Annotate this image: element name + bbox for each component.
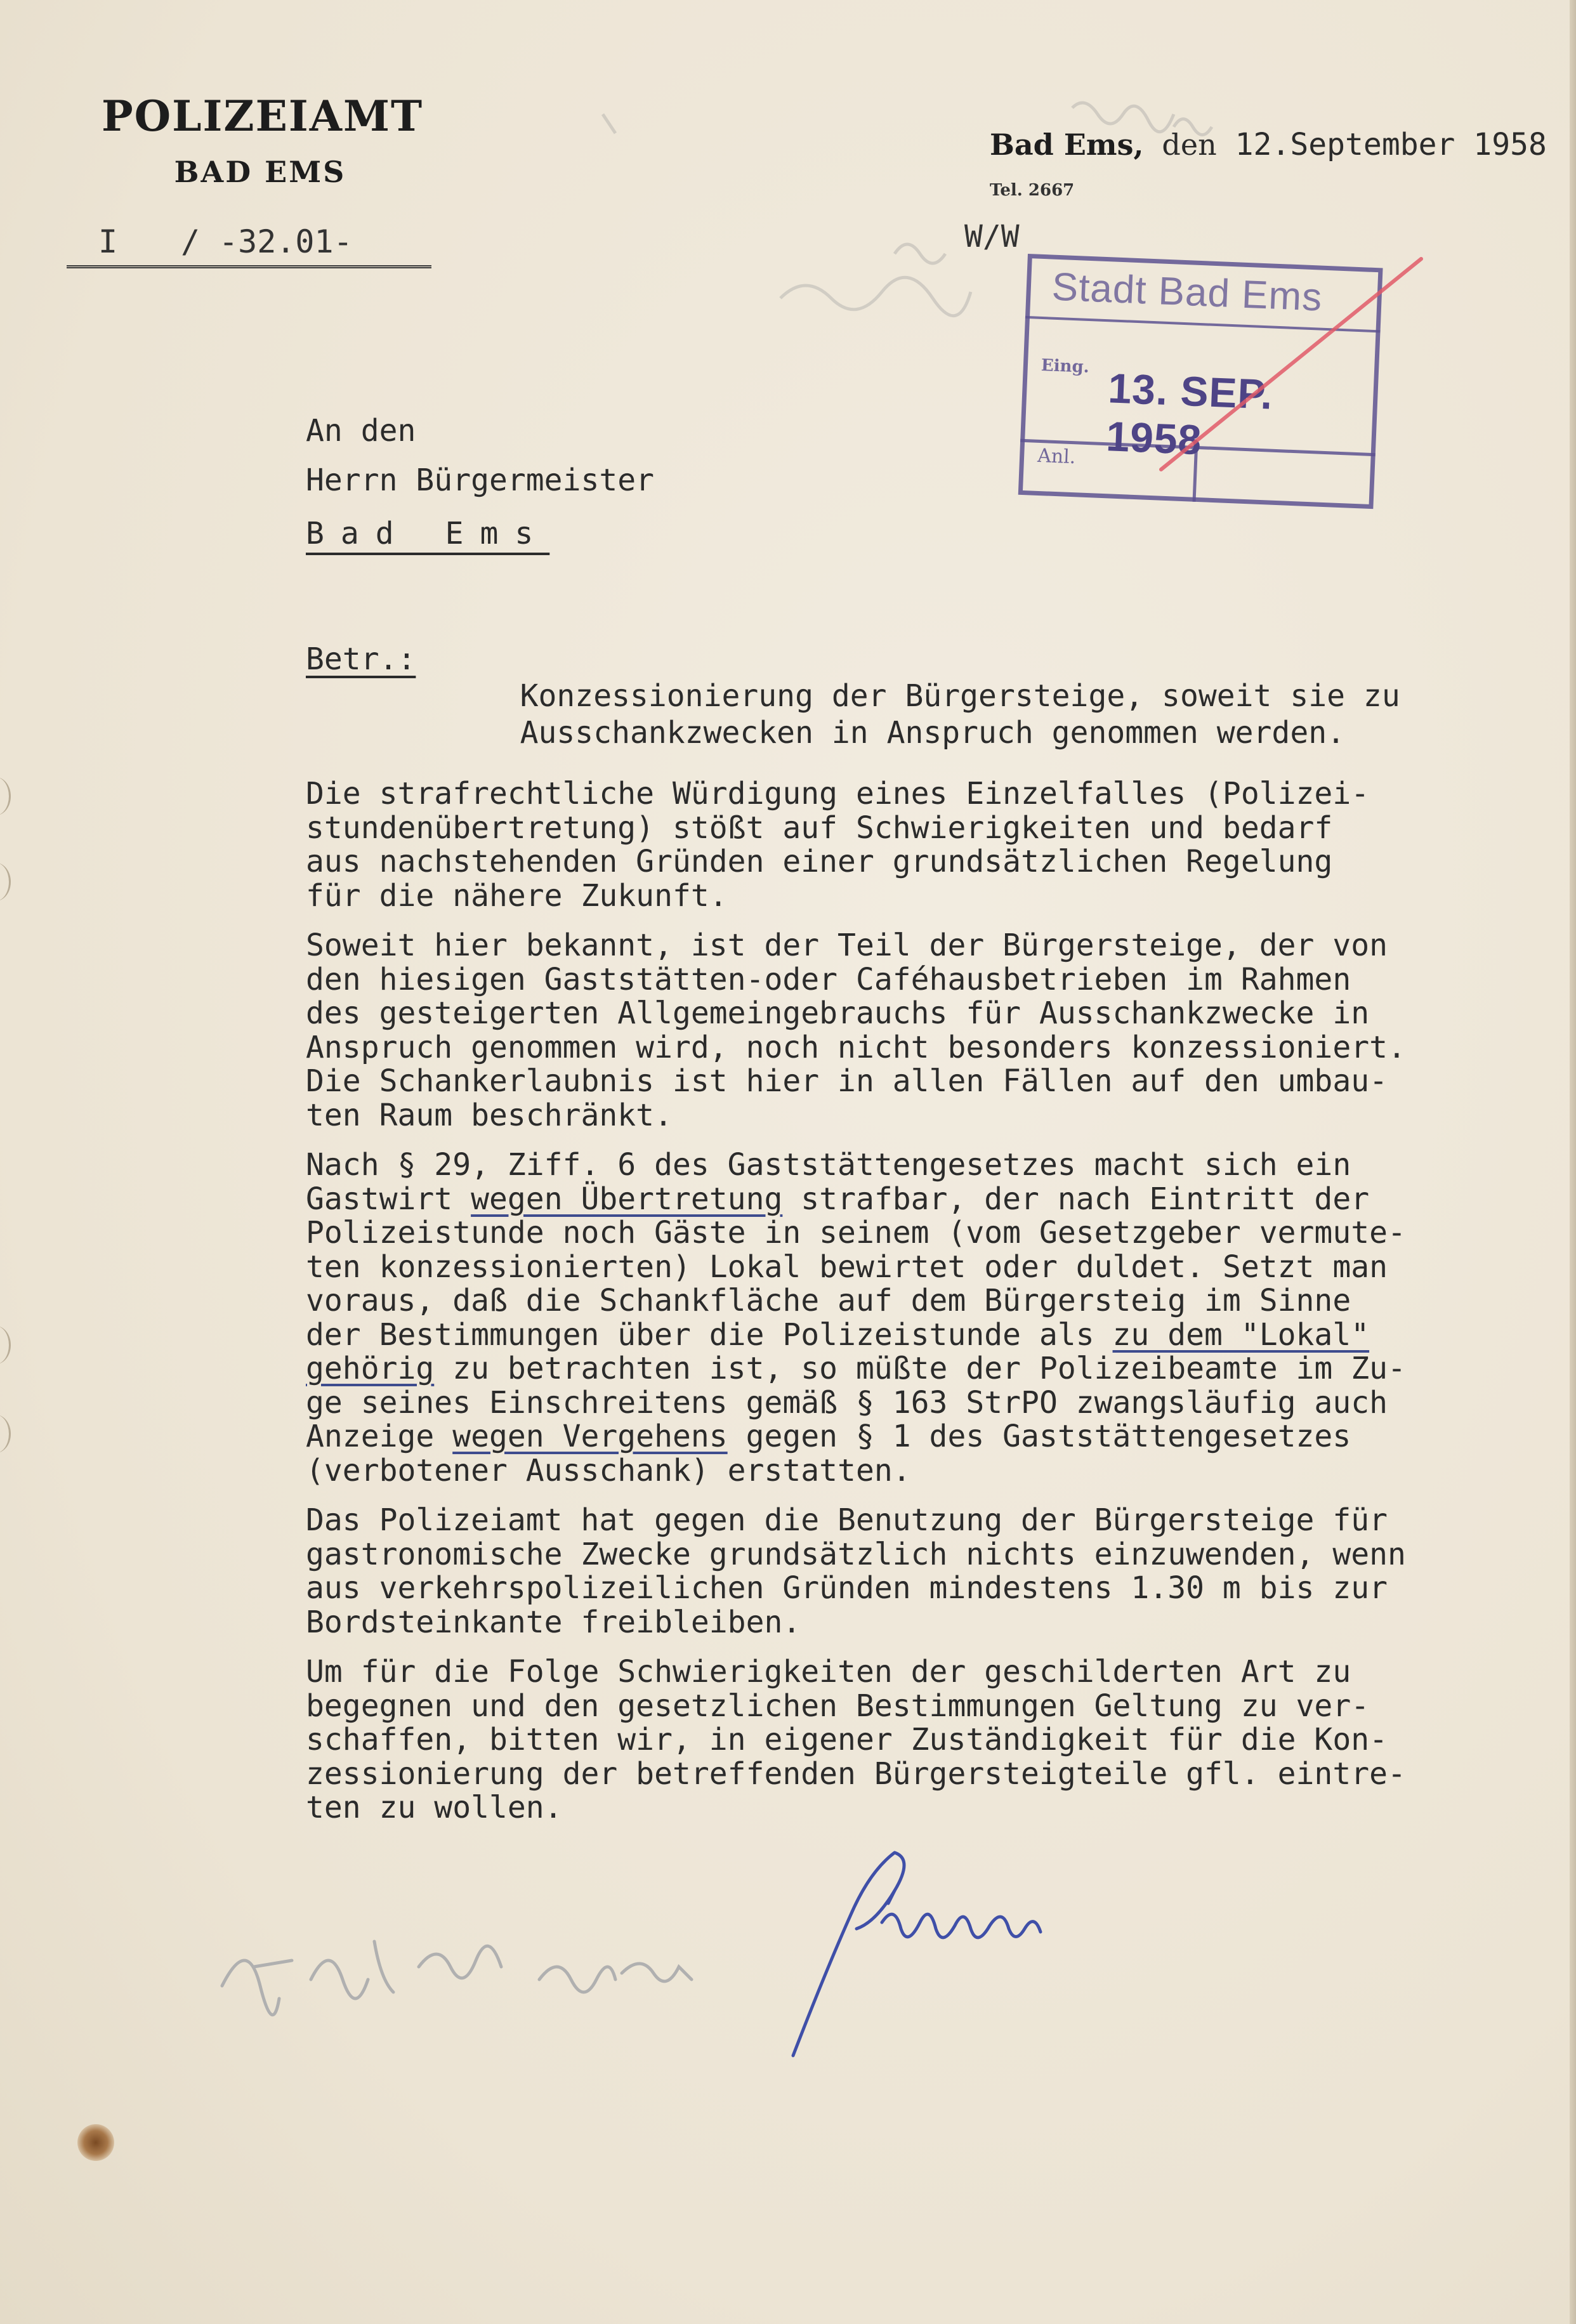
body-line: für die nähere Zukunft. (306, 877, 728, 914)
paragraph-4 (306, 1504, 1562, 1639)
body-line: ten Raum beschränkt. (306, 1097, 673, 1133)
red-pencil-strike (1155, 254, 1440, 482)
body-line: Soweit hier bekannt, ist der Teil der Bürgersteige, der von (306, 928, 1388, 963)
body-text: gegen § 1 des Gaststättengesetzes (727, 1419, 1351, 1454)
body-line: ten zu wollen. (306, 1790, 563, 1825)
body-line: Nach § 29, Ziff. 6 des Gaststättengesetzes macht sich ein (306, 1147, 1351, 1183)
body-line: Um für die Folge Schwierigkeiten der geschilderten Art zu (306, 1654, 1351, 1690)
body-line: den hiesigen Gaststätten-oder Caféhausbetrieben im Rahmen (306, 961, 1351, 997)
body-line: begegnen und den gesetzlichen Bestimmungen Geltung zu ver- (306, 1688, 1370, 1724)
date-den: den (1162, 128, 1217, 162)
reference-part1: I (98, 223, 118, 260)
body-line: ge seines Einschreitens gemäß § 163 StrPO zwangsläufig auch (306, 1384, 1388, 1421)
date-city: Bad Ems, (990, 128, 1144, 162)
stain-spot (77, 2124, 114, 2161)
subject-line: Ausschankzwecken in Anspruch genommen werden. (520, 715, 1346, 751)
body-line (306, 1318, 1562, 1353)
stamp-received-date: 13. SEP. 1958 (1105, 364, 1274, 464)
letterhead-city: BAD EMS (174, 155, 346, 189)
address-line2: Herrn Bürgermeister (306, 463, 655, 498)
body-line: voraus, daß die Schankfläche auf dem Bürgersteig im Sinne (306, 1283, 1351, 1318)
underlined-text: gehörig (306, 1351, 435, 1386)
body-line (306, 1420, 1562, 1454)
subject-label: Betr.: (306, 641, 416, 677)
body-line (306, 1352, 1562, 1386)
body-line: zessionierung der betreffenden Bürgersteigteile gfl. eintre- (306, 1756, 1406, 1792)
body-line: aus nachstehenden Gründen einer grundsätzlichen Regelung (306, 844, 1333, 879)
body-line: (verbotener Ausschank) erstatten. (306, 1452, 911, 1488)
body-line: Bordsteinkante freibleiben. (306, 1604, 801, 1640)
underlined-text: wegen Übertretung (471, 1181, 783, 1217)
letter-body (306, 777, 1562, 1841)
phone-number: Tel. 2667 (990, 181, 1075, 200)
reference-part2: -32.01- (219, 223, 353, 260)
body-line: gastronomische Zwecke grundsätzlich nichts einzuwenden, wenn (306, 1536, 1406, 1572)
stamp-received-label: Eing. (1041, 355, 1090, 377)
body-text: strafbar, der nach Eintritt der (782, 1181, 1370, 1217)
body-text: der Bestimmungen über die Polizeistunde als (306, 1316, 1113, 1353)
body-line: aus verkehrspolizeilichen Gründen mindestens 1.30 m bis zur (306, 1570, 1388, 1606)
subject-line: Konzessionierung der Bürgersteige, soweit sie zu (520, 678, 1400, 714)
underlined-text: wegen Vergehens (452, 1419, 728, 1454)
body-text: zu betrachten ist, so müßte der Polizeibeamte im Zu- (434, 1351, 1406, 1386)
body-line: Die Schankerlaubnis ist hier in allen Fällen auf den umbau- (306, 1063, 1388, 1099)
body-line (306, 1183, 1562, 1217)
paragraph-2 (306, 929, 1562, 1132)
underlined-text: zu dem "Lokal" (1112, 1316, 1370, 1353)
body-text: Anzeige (306, 1419, 453, 1454)
dateline (990, 127, 1547, 162)
recipient-address (306, 406, 654, 558)
body-line: des gesteigerten Allgemeingebrauchs für Ausschankzwecke in (306, 995, 1370, 1031)
body-line: Anspruch genommen wird, noch nicht besonders konzessioniert. (306, 1029, 1406, 1065)
body-line: Die strafrechtliche Würdigung eines Einzelfalles (Polizei- (306, 776, 1370, 811)
subject-text (447, 641, 1494, 788)
body-text: Gastwirt (306, 1181, 471, 1217)
paper-edge (1570, 0, 1576, 2324)
reference-number (67, 216, 431, 268)
stamp-organisation: Stadt Bad Ems (1051, 265, 1323, 320)
letterhead-title: POLIZEIAMT (102, 91, 424, 141)
letter-date: 12.September 1958 (1235, 127, 1547, 162)
handwritten-signature (209, 1840, 1225, 2068)
body-line: Das Polizeiamt hat gegen die Benutzung der Bürgersteige für (306, 1502, 1388, 1538)
body-line: ten konzessionierten) Lokal bewirtet oder duldet. Setzt man (306, 1249, 1388, 1285)
typist-initials: W/W (964, 219, 1020, 254)
body-line: schaffen, bitten wir, in eigener Zuständigkeit für die Kon- (306, 1722, 1388, 1757)
reference-separator: / (181, 223, 200, 260)
body-line: stundenübertretung) stößt auf Schwierigkeiten und bedarf (306, 810, 1333, 846)
address-line1: An den (306, 413, 416, 449)
paragraph-5 (306, 1655, 1562, 1825)
body-line: Polizeistunde noch Gäste in seinem (vom Gesetzgeber vermute- (306, 1215, 1406, 1251)
address-city: Bad Ems (306, 516, 550, 551)
paragraph-3 (306, 1148, 1562, 1488)
paragraph-1 (306, 777, 1562, 913)
letterhead (102, 91, 424, 189)
stamp-attachment-label: Anl. (1037, 444, 1077, 469)
